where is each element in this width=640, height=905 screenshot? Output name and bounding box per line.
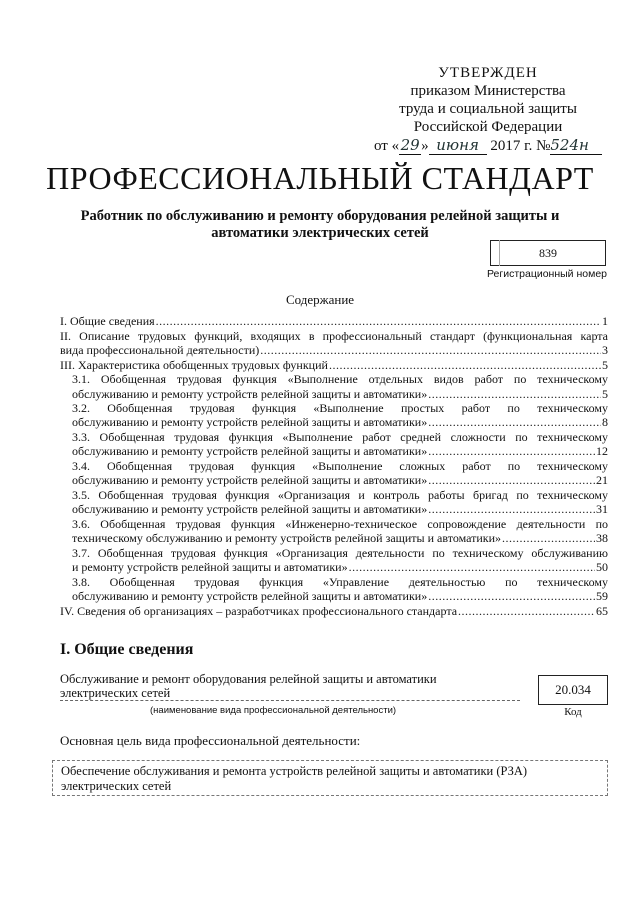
toc-item-label: IV. Сведения об организациях – разработчиках профессионального стандарта [60, 603, 458, 618]
toc-item [60, 604, 608, 618]
toc-leader-dots [428, 502, 595, 516]
toc-item-line [60, 604, 608, 618]
toc-item [60, 517, 608, 545]
toc-page-number: 12 [596, 444, 608, 459]
toc-item-label: обслуживанию и ремонту устройств релейной защиты и автоматики» [72, 588, 428, 603]
toc-leader-dots [458, 604, 595, 618]
toc-item-line [72, 589, 608, 603]
toc-leader-dots [260, 343, 601, 357]
toc-page-number: 50 [596, 559, 608, 574]
toc-item-label: и ремонту устройств релейной защиты и автоматики» [72, 559, 348, 574]
toc-page-number: 5 [602, 386, 608, 401]
activity-name [60, 672, 520, 701]
toc-item-text: II. Описание трудовых функций, входящих в профессиональный стандарт (функциональная карта [60, 328, 608, 343]
toc-item-line [60, 343, 608, 357]
registration-label: Регистрационный номер [487, 268, 607, 280]
toc-item-line [72, 531, 608, 545]
activity-code-box [538, 675, 608, 705]
activity-caption: (наименование вида профессиональной деятельности) [150, 705, 397, 716]
order-month: июня [429, 136, 487, 155]
activity-line: электрических сетей [60, 686, 520, 701]
section-heading: I. Общие сведения [60, 641, 194, 658]
toc-item-line [72, 502, 608, 516]
goal-label: Основная цель вида профессиональной деятельности: [60, 733, 361, 748]
toc-item [60, 358, 608, 372]
order-day: 29 [400, 136, 420, 154]
toc-item-text: 3.3. Обобщенная трудовая функция «Выполнение работ средней сложности по техническому [72, 430, 608, 445]
toc-item [60, 575, 608, 603]
toc-item-line [72, 415, 608, 429]
approval-line: Российской Федерации [413, 119, 563, 135]
toc-item-text: 3.6. Обобщенная трудовая функция «Инженерно-техническое сопровождение деятельности по [72, 516, 608, 531]
toc-leader-dots [428, 589, 595, 603]
toc-item-label: обслуживанию и ремонту устройств релейной защиты и автоматики» [72, 444, 428, 459]
toc-page-number: 59 [596, 588, 608, 603]
toc-leader-dots [156, 314, 601, 328]
toc-item-text: 3.1. Обобщенная трудовая функция «Выполнение отдельных видов работ по техническому [72, 372, 608, 387]
toc-page-number: 3 [602, 342, 608, 357]
table-of-contents [60, 314, 608, 618]
approval-block [380, 64, 596, 136]
order-prefix: от « [374, 138, 400, 154]
goal-line: Обеспечение обслуживания и ремонта устройств релейной защиты и автоматики (РЗА) [61, 764, 528, 778]
toc-leader-dots [502, 531, 595, 545]
toc-item-text: 3.7. Обобщенная трудовая функция «Организация деятельности по техническому обслуживанию [72, 545, 608, 560]
toc-item [60, 488, 608, 516]
toc-item [60, 329, 608, 357]
activity-line: Обслуживание и ремонт оборудования релейной защиты и автоматики [60, 672, 437, 686]
toc-item-text: 3.8. Обобщенная трудовая функция «Управление деятельностью по техническому [72, 574, 608, 589]
toc-item-line [72, 560, 608, 574]
toc-item-label: вида профессиональной деятельности) [60, 342, 260, 357]
approval-line: УТВЕРЖДЕН [438, 65, 538, 81]
toc-page-number: 8 [602, 415, 608, 430]
toc-item-label: I. Общие сведения [60, 314, 155, 328]
toc-item-text: 3.2. Обобщенная трудовая функция «Выполнение простых работ по техническому [72, 401, 608, 416]
approval-line: труда и социальной защиты [399, 101, 577, 117]
goal-line: электрических сетей [61, 779, 172, 793]
order-number: 524н [550, 136, 602, 155]
toc-leader-dots [329, 358, 601, 372]
toc-heading: Содержание [285, 292, 355, 307]
activity-code: 20.034 [555, 682, 591, 697]
toc-leader-dots [349, 560, 595, 574]
toc-page-number: 65 [596, 603, 608, 618]
toc-page-number: 38 [596, 531, 608, 546]
toc-item-text: 3.5. Обобщенная трудовая функция «Организация и контроль работы бригад по техническому [72, 487, 608, 502]
toc-item-label: III. Характеристика обобщенных трудовых функций [60, 357, 328, 372]
goal-box [52, 760, 608, 796]
toc-item [60, 401, 608, 429]
document-title: ПРОФЕССИОНАЛЬНЫЙ СТАНДАРТ [46, 160, 594, 196]
document-subtitle: Работник по обслуживанию и ремонту оборудования релейной защиты и автоматики электрических сетей [80, 208, 560, 241]
toc-leader-dots [428, 387, 601, 401]
toc-leader-dots [428, 415, 601, 429]
toc-item-line [72, 444, 608, 458]
toc-item [60, 430, 608, 458]
order-year: 2017 г. № [490, 138, 551, 154]
toc-leader-dots [428, 444, 595, 458]
toc-item [60, 546, 608, 574]
toc-page-number: 5 [602, 357, 608, 372]
toc-page-number: 31 [596, 502, 608, 517]
toc-item-label: техническому обслуживанию и ремонту устройств релейной защиты и автоматики» [72, 531, 502, 546]
code-caption: Код [564, 706, 582, 718]
toc-item-line [72, 473, 608, 487]
approval-line: приказом Министерства [410, 83, 566, 99]
toc-page-number: 1 [602, 314, 608, 328]
toc-item-label: обслуживанию и ремонту устройств релейной защиты и автоматики» [72, 415, 428, 430]
order-mid: » [421, 138, 429, 154]
toc-item [60, 459, 608, 487]
toc-leader-dots [428, 473, 595, 487]
toc-page-number: 21 [596, 473, 608, 488]
registration-number: 839 [539, 246, 557, 260]
order-date-line [374, 136, 602, 155]
toc-item-text: 3.4. Обобщенная трудовая функция «Выполнение сложных работ по техническому [72, 459, 608, 474]
toc-item-label: обслуживанию и ремонту устройств релейной защиты и автоматики» [72, 386, 428, 401]
toc-item-line [60, 358, 608, 372]
toc-item [60, 314, 608, 328]
registration-number-box [490, 240, 606, 266]
toc-item-line [60, 314, 608, 328]
toc-item [60, 372, 608, 400]
toc-item-label: обслуживанию и ремонту устройств релейной защиты и автоматики» [72, 473, 428, 488]
toc-item-line [72, 387, 608, 401]
toc-item-label: обслуживанию и ремонту устройств релейной защиты и автоматики» [72, 502, 428, 517]
